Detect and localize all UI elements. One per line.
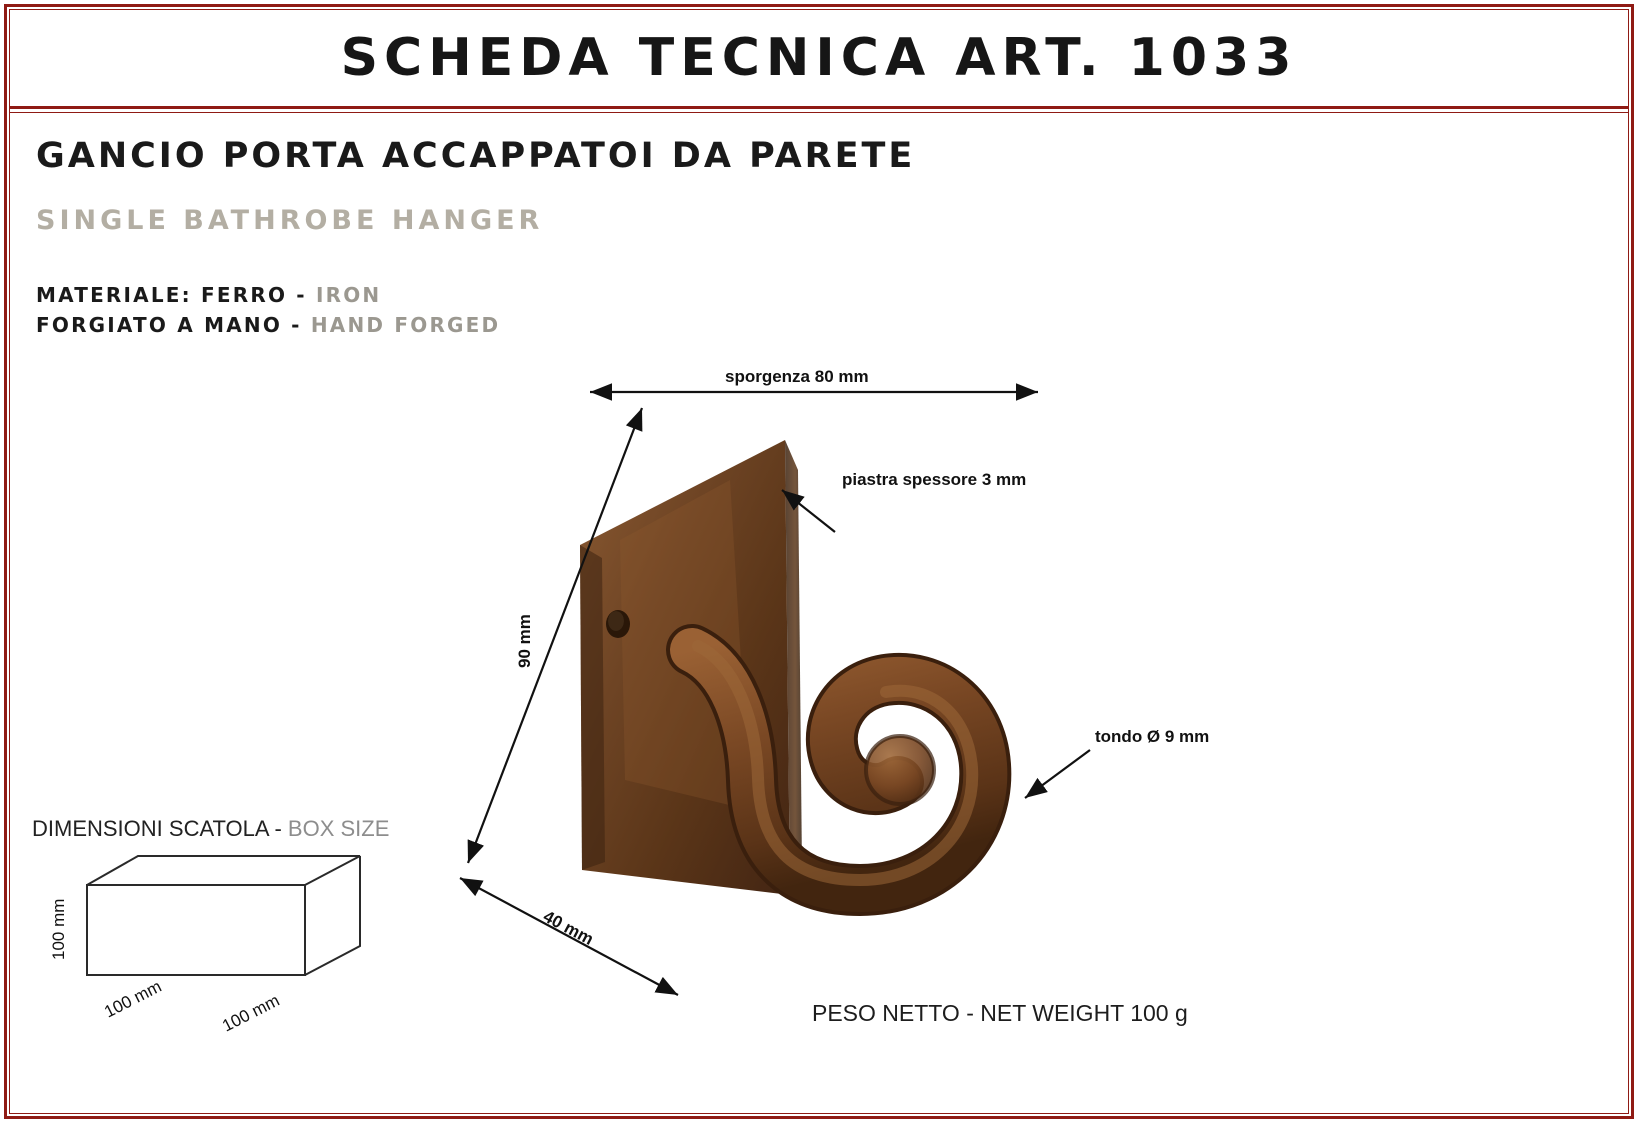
header-divider-thin	[10, 112, 1628, 113]
spec-material-it: MATERIALE: FERRO -	[36, 283, 316, 307]
spec-process-en: HAND FORGED	[310, 313, 501, 337]
box-diagram	[30, 850, 390, 1070]
box-depth-label: 100 mm	[101, 976, 165, 1022]
spec-material	[36, 283, 381, 307]
spec-process-it: FORGIATO A MANO -	[36, 313, 311, 337]
annotation-round-bar	[1025, 727, 1209, 798]
round-bar-label: tondo Ø 9 mm	[1095, 727, 1210, 746]
dimension-depth	[460, 878, 678, 995]
spec-material-en: IRON	[315, 283, 382, 307]
dimension-projection	[590, 364, 1038, 392]
page-title: SCHEDA TECNICA ART. 1033	[340, 28, 1298, 88]
product-photo	[580, 440, 985, 895]
box-size-caption	[32, 816, 389, 842]
box-width-label: 100 mm	[219, 990, 283, 1036]
plate-thickness-label: piastra spessore 3 mm	[842, 470, 1027, 489]
annotation-plate-thickness	[782, 470, 1026, 532]
header-divider	[10, 106, 1628, 109]
product-diagram	[430, 350, 1600, 1050]
net-weight-label: PESO NETTO - NET WEIGHT 100 g	[812, 1000, 1188, 1026]
box-size-caption-en: BOX SIZE	[287, 816, 390, 841]
page-header	[10, 10, 1628, 106]
spec-process	[36, 313, 500, 337]
projection-label: sporgenza 80 mm	[725, 367, 869, 386]
box-size-caption-it: DIMENSIONI SCATOLA -	[32, 816, 288, 841]
product-title-en: SINGLE BATHROBE HANGER	[36, 205, 544, 236]
box-height-label: 100 mm	[49, 898, 68, 960]
height-label: 90 mm	[515, 614, 534, 668]
depth-label: 40 mm	[540, 906, 597, 949]
product-title-it: GANCIO PORTA ACCAPPATOI DA PARETE	[36, 136, 916, 176]
